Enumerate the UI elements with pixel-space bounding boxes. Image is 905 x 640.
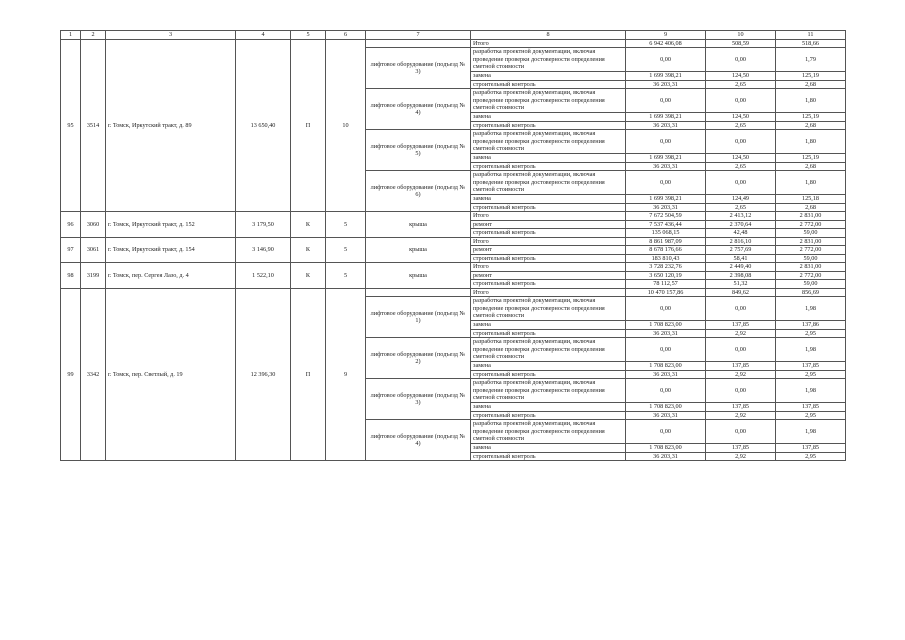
header-cell: 6 (326, 31, 366, 40)
work-type: замена (471, 444, 626, 453)
cost-total: 1 699 398,21 (626, 113, 706, 122)
cost-total: 183 810,43 (626, 254, 706, 263)
cost-per-sqm: 0,00 (706, 338, 776, 362)
cost-per-sqm: 2,92 (706, 452, 776, 461)
cost-total: 78 112,57 (626, 280, 706, 289)
work-type: строительный контроль (471, 452, 626, 461)
house-area: 3 179,50 (236, 212, 291, 238)
cost-per-sqm: 51,32 (706, 280, 776, 289)
cost-limit-per-sqm: 2 772,00 (776, 220, 846, 229)
row-number: 97 (61, 237, 81, 263)
cost-per-sqm: 137,85 (706, 321, 776, 330)
work-type: замена (471, 362, 626, 371)
cost-limit-per-sqm: 2,95 (776, 411, 846, 420)
work-type: разработка проектной документации, включая проведение проверки достоверности определения сметной стоимости (471, 89, 626, 113)
cost-limit-per-sqm: 59,00 (776, 254, 846, 263)
house-type: К (291, 237, 326, 263)
cost-total: 0,00 (626, 89, 706, 113)
table-row (61, 237, 846, 246)
work-type: Итого (471, 212, 626, 221)
work-type: строительный контроль (471, 329, 626, 338)
house-area: 12 396,30 (236, 288, 291, 461)
work-type: разработка проектной документации, включая проведение проверки достоверности определения сметной стоимости (471, 338, 626, 362)
cost-total: 8 861 987,09 (626, 237, 706, 246)
structural-element: лифтовое оборудование (подъезд № 2) (366, 338, 471, 379)
cost-per-sqm: 2 370,64 (706, 220, 776, 229)
cost-per-sqm: 2,65 (706, 121, 776, 130)
cost-total: 1 708 823,00 (626, 444, 706, 453)
cost-limit-per-sqm: 1,80 (776, 130, 846, 154)
row-number: 95 (61, 39, 81, 212)
house-code: 3342 (81, 288, 106, 461)
cost-per-sqm: 2 413,12 (706, 212, 776, 221)
cost-per-sqm: 2 398,08 (706, 271, 776, 280)
house-area: 13 650,40 (236, 39, 291, 212)
table-row (61, 288, 846, 297)
work-type: Итого (471, 288, 626, 297)
house-type: К (291, 263, 326, 289)
cost-total: 1 699 398,21 (626, 154, 706, 163)
work-type: замена (471, 72, 626, 81)
cost-total: 36 203,31 (626, 80, 706, 89)
cost-limit-per-sqm: 2,95 (776, 329, 846, 338)
cost-per-sqm: 137,85 (706, 403, 776, 412)
cost-limit-per-sqm: 2,68 (776, 203, 846, 212)
work-type: строительный контроль (471, 80, 626, 89)
cost-limit-per-sqm: 137,85 (776, 444, 846, 453)
cost-per-sqm: 0,00 (706, 130, 776, 154)
cost-per-sqm: 2,65 (706, 80, 776, 89)
cost-limit-per-sqm: 2,68 (776, 121, 846, 130)
cost-limit-per-sqm: 856,69 (776, 288, 846, 297)
house-code: 3060 (81, 212, 106, 238)
cost-per-sqm: 508,59 (706, 39, 776, 48)
house-area: 3 146,90 (236, 237, 291, 263)
cost-total: 36 203,31 (626, 162, 706, 171)
cost-total: 0,00 (626, 130, 706, 154)
cost-total: 7 537 436,44 (626, 220, 706, 229)
cost-total: 36 203,31 (626, 452, 706, 461)
cost-total: 1 708 823,00 (626, 403, 706, 412)
cost-limit-per-sqm: 2 831,00 (776, 263, 846, 272)
cost-per-sqm: 124,50 (706, 72, 776, 81)
cost-total: 1 699 398,21 (626, 72, 706, 81)
house-address: г. Томск, пер. Светлый, д. 19 (106, 288, 236, 461)
cost-limit-per-sqm: 2 831,00 (776, 237, 846, 246)
work-type: разработка проектной документации, включая проведение проверки достоверности определения сметной стоимости (471, 130, 626, 154)
cost-total: 10 470 157,86 (626, 288, 706, 297)
structural-element (366, 288, 471, 297)
cost-limit-per-sqm: 1,98 (776, 420, 846, 444)
cost-limit-per-sqm: 137,85 (776, 403, 846, 412)
cost-limit-per-sqm: 1,98 (776, 297, 846, 321)
cost-total: 1 699 398,21 (626, 195, 706, 204)
header-row (61, 31, 846, 40)
table-body (61, 31, 846, 461)
cost-total: 36 203,31 (626, 370, 706, 379)
cost-per-sqm: 2,92 (706, 329, 776, 338)
house-code: 3514 (81, 39, 106, 212)
row-number: 96 (61, 212, 81, 238)
work-type: ремонт (471, 271, 626, 280)
house-floors: 5 (326, 263, 366, 289)
structural-element: лифтовое оборудование (подъезд № 3) (366, 379, 471, 420)
cost-total: 3 728 232,76 (626, 263, 706, 272)
structural-element: лифтовое оборудование (подъезд № 6) (366, 171, 471, 212)
cost-limit-per-sqm: 125,19 (776, 154, 846, 163)
cost-per-sqm: 2,92 (706, 370, 776, 379)
cost-limit-per-sqm: 137,86 (776, 321, 846, 330)
cost-per-sqm: 42,48 (706, 229, 776, 238)
cost-total: 0,00 (626, 379, 706, 403)
cost-total: 0,00 (626, 171, 706, 195)
work-type: ремонт (471, 220, 626, 229)
header-cell: 11 (776, 31, 846, 40)
work-type: строительный контроль (471, 254, 626, 263)
cost-total: 8 678 176,66 (626, 246, 706, 255)
cost-limit-per-sqm: 59,00 (776, 229, 846, 238)
cost-per-sqm: 0,00 (706, 89, 776, 113)
cost-total: 6 942 406,08 (626, 39, 706, 48)
house-floors: 5 (326, 212, 366, 238)
house-floors: 9 (326, 288, 366, 461)
structural-element: лифтовое оборудование (подъезд № 1) (366, 297, 471, 338)
work-type: разработка проектной документации, включая проведение проверки достоверности определения сметной стоимости (471, 420, 626, 444)
work-type: строительный контроль (471, 280, 626, 289)
cost-limit-per-sqm: 1,80 (776, 89, 846, 113)
cost-limit-per-sqm: 1,98 (776, 379, 846, 403)
cost-per-sqm: 58,41 (706, 254, 776, 263)
cost-per-sqm: 2 449,40 (706, 263, 776, 272)
cost-per-sqm: 124,50 (706, 154, 776, 163)
document-page (60, 30, 846, 461)
header-cell: 8 (471, 31, 626, 40)
cost-per-sqm: 124,49 (706, 195, 776, 204)
cost-limit-per-sqm: 125,19 (776, 113, 846, 122)
work-type: строительный контроль (471, 370, 626, 379)
cost-limit-per-sqm: 137,85 (776, 362, 846, 371)
cost-limit-per-sqm: 2,95 (776, 370, 846, 379)
header-cell: 10 (706, 31, 776, 40)
cost-total: 36 203,31 (626, 121, 706, 130)
cost-total: 0,00 (626, 420, 706, 444)
house-floors: 5 (326, 237, 366, 263)
house-area: 1 522,10 (236, 263, 291, 289)
work-type: строительный контроль (471, 121, 626, 130)
structural-element: лифтовое оборудование (подъезд № 4) (366, 89, 471, 130)
work-type: строительный контроль (471, 203, 626, 212)
structural-element: крыша (366, 237, 471, 263)
house-address: г. Томск, Иркутский тракт, д. 152 (106, 212, 236, 238)
cost-per-sqm: 2,92 (706, 411, 776, 420)
work-type: строительный контроль (471, 411, 626, 420)
cost-per-sqm: 2,65 (706, 203, 776, 212)
cost-per-sqm: 124,50 (706, 113, 776, 122)
header-cell: 4 (236, 31, 291, 40)
cost-per-sqm: 0,00 (706, 297, 776, 321)
work-type: разработка проектной документации, включая проведение проверки достоверности определения сметной стоимости (471, 297, 626, 321)
cost-limit-per-sqm: 1,79 (776, 48, 846, 72)
cost-total: 0,00 (626, 338, 706, 362)
cost-limit-per-sqm: 125,18 (776, 195, 846, 204)
cost-limit-per-sqm: 2,68 (776, 162, 846, 171)
cost-total: 3 650 120,19 (626, 271, 706, 280)
cost-per-sqm: 849,62 (706, 288, 776, 297)
cost-limit-per-sqm: 2,68 (776, 80, 846, 89)
cost-limit-per-sqm: 1,98 (776, 338, 846, 362)
work-type: Итого (471, 263, 626, 272)
header-cell: 3 (106, 31, 236, 40)
header-cell: 7 (366, 31, 471, 40)
work-type: замена (471, 154, 626, 163)
house-address: г. Томск, пер. Сергея Лазо, д. 4 (106, 263, 236, 289)
house-address: г. Томск, Иркутский тракт, д. 89 (106, 39, 236, 212)
cost-per-sqm: 0,00 (706, 420, 776, 444)
house-type: К (291, 212, 326, 238)
house-code: 3061 (81, 237, 106, 263)
cost-total: 36 203,31 (626, 411, 706, 420)
cost-total: 36 203,31 (626, 203, 706, 212)
repair-plan-table (60, 30, 846, 461)
header-cell: 9 (626, 31, 706, 40)
structural-element: лифтовое оборудование (подъезд № 3) (366, 48, 471, 89)
table-row (61, 212, 846, 221)
table-row (61, 263, 846, 272)
cost-total: 1 708 823,00 (626, 321, 706, 330)
cost-per-sqm: 0,00 (706, 379, 776, 403)
cost-per-sqm: 2 757,69 (706, 246, 776, 255)
cost-limit-per-sqm: 2,95 (776, 452, 846, 461)
cost-limit-per-sqm: 518,66 (776, 39, 846, 48)
header-cell: 2 (81, 31, 106, 40)
cost-per-sqm: 137,85 (706, 444, 776, 453)
cost-total: 7 672 504,59 (626, 212, 706, 221)
work-type: Итого (471, 39, 626, 48)
work-type: разработка проектной документации, включая проведение проверки достоверности определения сметной стоимости (471, 48, 626, 72)
work-type: Итого (471, 237, 626, 246)
cost-limit-per-sqm: 59,00 (776, 280, 846, 289)
work-type: строительный контроль (471, 229, 626, 238)
row-number: 99 (61, 288, 81, 461)
cost-per-sqm: 137,85 (706, 362, 776, 371)
structural-element: лифтовое оборудование (подъезд № 4) (366, 420, 471, 461)
cost-per-sqm: 0,00 (706, 48, 776, 72)
cost-per-sqm: 0,00 (706, 171, 776, 195)
cost-per-sqm: 2 816,10 (706, 237, 776, 246)
cost-total: 36 203,31 (626, 329, 706, 338)
cost-limit-per-sqm: 125,19 (776, 72, 846, 81)
cost-total: 0,00 (626, 297, 706, 321)
structural-element: лифтовое оборудование (подъезд № 5) (366, 130, 471, 171)
cost-limit-per-sqm: 2 772,00 (776, 271, 846, 280)
cost-limit-per-sqm: 2 831,00 (776, 212, 846, 221)
cost-limit-per-sqm: 2 772,00 (776, 246, 846, 255)
work-type: строительный контроль (471, 162, 626, 171)
row-number: 98 (61, 263, 81, 289)
house-type: П (291, 288, 326, 461)
house-code: 3199 (81, 263, 106, 289)
structural-element (366, 39, 471, 48)
house-floors: 10 (326, 39, 366, 212)
table-row (61, 39, 846, 48)
work-type: замена (471, 113, 626, 122)
structural-element: крыша (366, 212, 471, 238)
work-type: ремонт (471, 246, 626, 255)
header-cell: 1 (61, 31, 81, 40)
structural-element: крыша (366, 263, 471, 289)
cost-limit-per-sqm: 1,80 (776, 171, 846, 195)
cost-total: 1 708 823,00 (626, 362, 706, 371)
cost-total: 135 068,15 (626, 229, 706, 238)
header-cell: 5 (291, 31, 326, 40)
work-type: замена (471, 403, 626, 412)
house-address: г. Томск, Иркутский тракт, д. 154 (106, 237, 236, 263)
work-type: разработка проектной документации, включая проведение проверки достоверности определения сметной стоимости (471, 171, 626, 195)
house-type: П (291, 39, 326, 212)
work-type: замена (471, 321, 626, 330)
work-type: замена (471, 195, 626, 204)
cost-per-sqm: 2,65 (706, 162, 776, 171)
work-type: разработка проектной документации, включая проведение проверки достоверности определения сметной стоимости (471, 379, 626, 403)
cost-total: 0,00 (626, 48, 706, 72)
